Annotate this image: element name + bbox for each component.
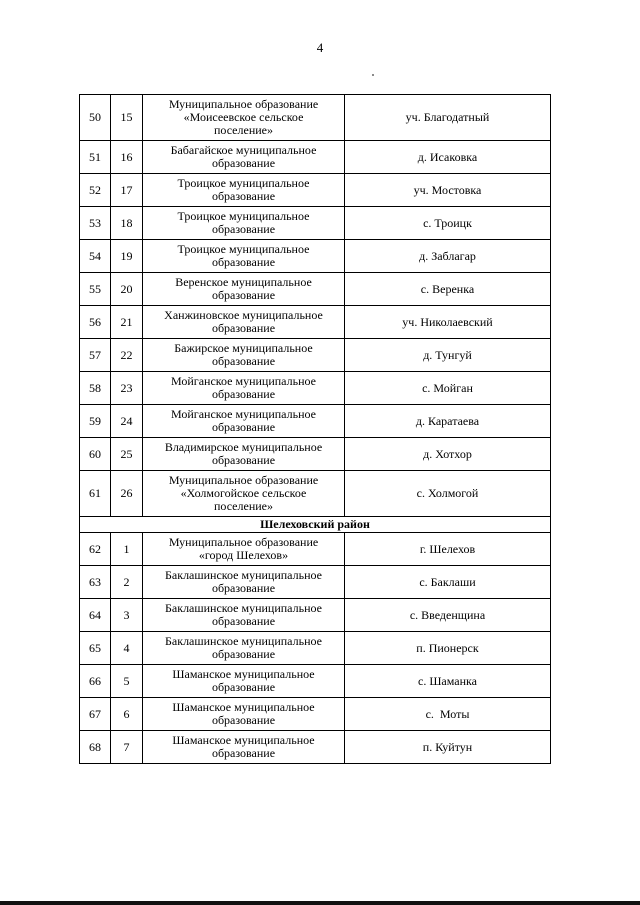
row-number-cell: 55 xyxy=(80,273,111,306)
table-body-after-section xyxy=(80,533,551,764)
municipality-line: Мойганское муниципальное xyxy=(171,407,316,421)
sub-number-cell: 23 xyxy=(111,372,143,405)
table-row xyxy=(80,533,551,566)
municipality-line: образование xyxy=(211,420,276,434)
settlement-cell: с. Мойган xyxy=(345,372,551,405)
municipality-line: образование xyxy=(211,713,276,727)
row-number-cell: 61 xyxy=(80,471,111,517)
row-number-cell: 52 xyxy=(80,174,111,207)
sub-number-cell: 20 xyxy=(111,273,143,306)
row-number-cell: 63 xyxy=(80,566,111,599)
municipality-line: Троицкое муниципальное xyxy=(177,176,310,190)
sub-number-cell: 5 xyxy=(111,665,143,698)
municipality-cell xyxy=(143,273,345,306)
municipality-cell xyxy=(143,405,345,438)
municipality-line: Ханжиновское муниципальное xyxy=(164,308,323,322)
row-number-cell: 56 xyxy=(80,306,111,339)
municipality-line: Бажирское муниципальное xyxy=(174,341,313,355)
sub-number-cell: 7 xyxy=(111,731,143,764)
municipality-line: «город Шелехов» xyxy=(198,548,289,562)
municipality-cell xyxy=(143,471,345,517)
municipality-line: образование xyxy=(211,647,276,661)
settlement-cell: п. Пионерск xyxy=(345,632,551,665)
row-number-cell: 50 xyxy=(80,95,111,141)
municipality-cell xyxy=(143,698,345,731)
municipality-line: поселение» xyxy=(213,499,273,513)
page-number: 4 xyxy=(316,40,324,55)
sub-number-cell: 24 xyxy=(111,405,143,438)
settlement-cell: уч. Мостовка xyxy=(345,174,551,207)
settlements-table xyxy=(79,94,551,764)
settlement-cell: д. Заблагар xyxy=(345,240,551,273)
table-row xyxy=(80,339,551,372)
municipality-line: образование xyxy=(211,387,276,401)
table-row xyxy=(80,599,551,632)
table-section xyxy=(80,517,551,533)
settlement-cell: с. Шаманка xyxy=(345,665,551,698)
table-row xyxy=(80,438,551,471)
municipality-line: «Холмогойское сельское xyxy=(180,486,307,500)
sub-number-cell: 22 xyxy=(111,339,143,372)
table-row xyxy=(80,471,551,517)
row-number-cell: 68 xyxy=(80,731,111,764)
settlement-cell: с. Троицк xyxy=(345,207,551,240)
row-number-cell: 51 xyxy=(80,141,111,174)
table-row xyxy=(80,306,551,339)
section-header-row xyxy=(80,517,551,533)
municipality-line: Мойганское муниципальное xyxy=(171,374,316,388)
municipality-line: Владимирское муниципальное xyxy=(164,440,323,454)
municipality-line: Веренское муниципальное xyxy=(175,275,312,289)
table-row xyxy=(80,731,551,764)
settlement-cell: г. Шелехов xyxy=(345,533,551,566)
settlement-cell: д. Исаковка xyxy=(345,141,551,174)
municipality-line: образование xyxy=(211,453,276,467)
municipality-line: Бабагайское муниципальное xyxy=(170,143,317,157)
row-number-cell: 67 xyxy=(80,698,111,731)
table-row xyxy=(80,372,551,405)
sub-number-cell: 18 xyxy=(111,207,143,240)
settlement-cell: п. Куйтун xyxy=(345,731,551,764)
municipality-line: образование xyxy=(211,581,276,595)
municipality-line: образование xyxy=(211,680,276,694)
section-title: Шелеховский район xyxy=(80,517,551,533)
municipality-line: Муниципальное образование xyxy=(168,535,319,549)
table-row xyxy=(80,632,551,665)
municipality-cell xyxy=(143,306,345,339)
table-row xyxy=(80,698,551,731)
settlement-cell: с. Веренка xyxy=(345,273,551,306)
municipality-line: поселение» xyxy=(213,123,273,137)
settlement-cell: д. Каратаева xyxy=(345,405,551,438)
table-row xyxy=(80,141,551,174)
sub-number-cell: 26 xyxy=(111,471,143,517)
row-number-cell: 65 xyxy=(80,632,111,665)
row-number-cell: 57 xyxy=(80,339,111,372)
table-row xyxy=(80,95,551,141)
settlement-cell: с. Холмогой xyxy=(345,471,551,517)
table-body-before-section xyxy=(80,95,551,517)
municipality-line: Баклашинское муниципальное xyxy=(165,601,322,615)
municipality-cell xyxy=(143,665,345,698)
municipality-cell xyxy=(143,95,345,141)
row-number-cell: 59 xyxy=(80,405,111,438)
municipality-cell xyxy=(143,566,345,599)
scan-bottom-edge xyxy=(0,901,640,905)
table-row xyxy=(80,240,551,273)
municipality-cell xyxy=(143,339,345,372)
sub-number-cell: 6 xyxy=(111,698,143,731)
municipality-cell xyxy=(143,731,345,764)
settlement-cell: уч. Благодатный xyxy=(345,95,551,141)
settlement-cell: уч. Николаевский xyxy=(345,306,551,339)
table-row xyxy=(80,273,551,306)
municipality-cell xyxy=(143,599,345,632)
municipality-line: образование xyxy=(211,746,276,760)
settlement-cell: с. Моты xyxy=(345,698,551,731)
sub-number-cell: 4 xyxy=(111,632,143,665)
row-number-cell: 58 xyxy=(80,372,111,405)
municipality-line: образование xyxy=(211,255,276,269)
row-number-cell: 66 xyxy=(80,665,111,698)
municipality-cell xyxy=(143,438,345,471)
table-row xyxy=(80,207,551,240)
municipality-line: образование xyxy=(211,288,276,302)
municipality-line: Муниципальное образование xyxy=(168,473,319,487)
municipality-line: Троицкое муниципальное xyxy=(177,209,310,223)
municipality-line: Троицкое муниципальное xyxy=(177,242,310,256)
municipality-line: Шаманское муниципальное xyxy=(172,667,315,681)
municipality-line: образование xyxy=(211,189,276,203)
sub-number-cell: 15 xyxy=(111,95,143,141)
table-row xyxy=(80,566,551,599)
row-number-cell: 60 xyxy=(80,438,111,471)
municipality-cell xyxy=(143,141,345,174)
row-number-cell: 64 xyxy=(80,599,111,632)
municipality-cell xyxy=(143,372,345,405)
row-number-cell: 62 xyxy=(80,533,111,566)
sub-number-cell: 21 xyxy=(111,306,143,339)
settlement-cell: с. Баклаши xyxy=(345,566,551,599)
sub-number-cell: 2 xyxy=(111,566,143,599)
scan-speck xyxy=(372,74,374,76)
table-row xyxy=(80,665,551,698)
row-number-cell: 53 xyxy=(80,207,111,240)
sub-number-cell: 19 xyxy=(111,240,143,273)
municipality-line: Муниципальное образование xyxy=(168,97,319,111)
municipality-line: образование xyxy=(211,614,276,628)
municipality-line: Баклашинское муниципальное xyxy=(165,634,322,648)
settlement-cell: с. Введенщина xyxy=(345,599,551,632)
table-row xyxy=(80,405,551,438)
sub-number-cell: 17 xyxy=(111,174,143,207)
sub-number-cell: 16 xyxy=(111,141,143,174)
settlement-cell: д. Хотхор xyxy=(345,438,551,471)
sub-number-cell: 3 xyxy=(111,599,143,632)
municipality-cell xyxy=(143,533,345,566)
table-row xyxy=(80,174,551,207)
municipality-cell xyxy=(143,174,345,207)
municipality-cell xyxy=(143,207,345,240)
municipality-line: образование xyxy=(211,321,276,335)
municipality-cell xyxy=(143,632,345,665)
sub-number-cell: 1 xyxy=(111,533,143,566)
municipality-line: Баклашинское муниципальное xyxy=(165,568,322,582)
sub-number-cell: 25 xyxy=(111,438,143,471)
settlement-cell: д. Тунгуй xyxy=(345,339,551,372)
municipality-cell xyxy=(143,240,345,273)
municipality-line: Шаманское муниципальное xyxy=(172,700,315,714)
municipality-line: образование xyxy=(211,156,276,170)
municipality-line: «Моисеевское сельское xyxy=(183,110,304,124)
municipality-line: Шаманское муниципальное xyxy=(172,733,315,747)
municipality-line: образование xyxy=(211,354,276,368)
row-number-cell: 54 xyxy=(80,240,111,273)
municipality-line: образование xyxy=(211,222,276,236)
